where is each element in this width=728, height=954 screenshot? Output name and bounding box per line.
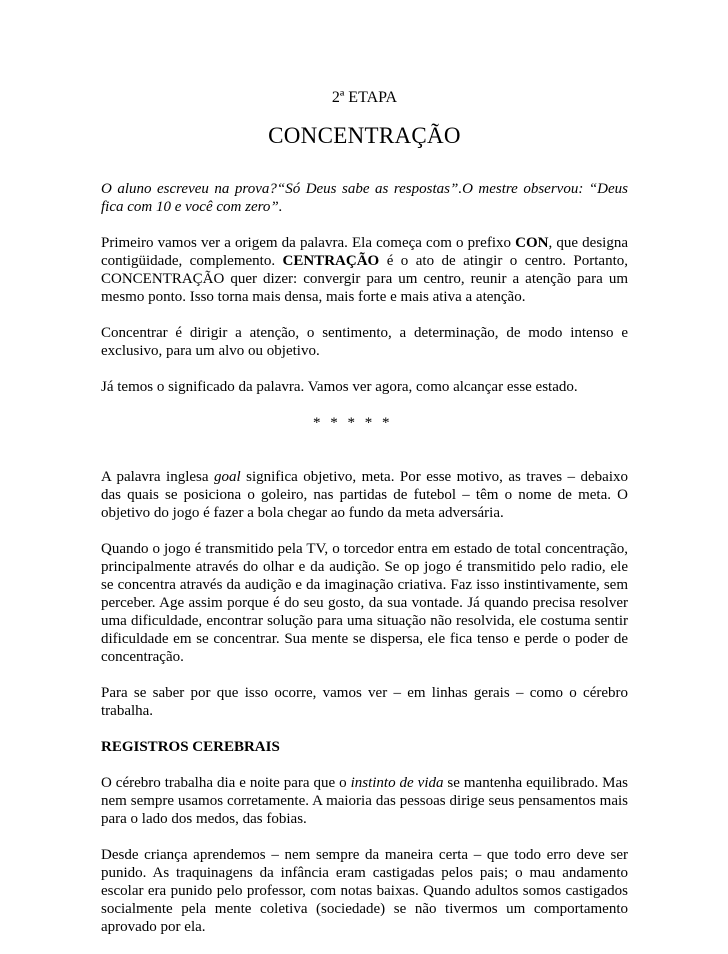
text-run: se mantenha equilibrado. Mas nem sempre usamos corretamente. A maioria das pessoas dirige seus pensamentos mais para o lado dos medos, das fobias. [101, 775, 628, 827]
paragraph-transition: Já temos o significado da palavra. Vamos ver agora, como alcançar esse estado. [101, 379, 578, 395]
paragraph-definition: Concentrar é dirigir a atenção, o sentimento, a determinação, de modo intenso e exclusivo, para um alvo ou objetivo. [101, 325, 628, 359]
bold-term-centracao: CENTRAÇÃO [282, 253, 380, 269]
paragraph-brain-intro: Para se saber por que isso ocorre, vamos ver – em linhas gerais – como o cérebro trabalha. [101, 685, 628, 719]
section-separator: * * * * * [313, 415, 390, 431]
italic-term-instinto: instinto de vida [350, 775, 444, 791]
text-run: , que designa contigüidade, complemento. [101, 235, 628, 269]
paragraph-instinct [101, 774, 628, 828]
document-body [101, 180, 628, 954]
paragraph-goal [101, 468, 628, 522]
paragraph-childhood: Desde criança aprendemos – nem sempre da maneira certa – que todo erro deve ser punido. As traquinagens da infância eram castigadas pelos pais; o mau andamento escolar era punido pelo professor, com notas baixas. Quando adultos somos castigados socialmente pela mente coletiva (sociedade) se não tivermos um comportamento aprovado por ela. [101, 847, 628, 935]
opening-anecdote: O aluno escreveu na prova?“Só Deus sabe as respostas”.O mestre observou: “Deus fica com 10 e você com zero”. [101, 181, 628, 215]
text-run: é o ato de atingir o centro. Portanto, CONCENTRAÇÃO quer dizer: convergir para um centro, reunir a atenção para um mesmo ponto. Isso torna mais densa, mais forte e mais ativa a atenção. [101, 253, 629, 305]
italic-term-goal: goal [213, 469, 241, 485]
text-run: Primeiro vamos ver a origem da palavra. Ela começa com o prefixo [101, 235, 516, 251]
paragraph-football-example: Quando o jogo é transmitido pela TV, o torcedor entra em estado de total concentração, principalmente através do olhar e da audição. Se op jogo é transmitido pelo radio, ele se concentra através da audição e da imaginação criativa. Faz isso instintivamente, sem perceber. Age assim porque é do seu gosto, da sua vontade. Já quando precisa resolver uma dificuldade, encontrar solução para uma situação não resolvida, ele costuma sentir dificuldade em se concentrar. Sua mente se dispersa, ele fica tenso e perde o poder de concentração. [101, 541, 628, 665]
text-run: significa objetivo, meta. Por esse motivo, as traves – debaixo das quais se posiciona o goleiro, nas partidas de futebol – têm o nome de meta. O objetivo do jogo é fazer a bola chegar ao fundo da meta adversária. [101, 469, 628, 521]
text-run: O cérebro trabalha dia e noite para que o [101, 775, 351, 791]
section-heading: REGISTROS CEREBRAIS [101, 739, 280, 755]
page-title: CONCENTRAÇÃO [268, 123, 461, 148]
bold-term-con: CON [515, 235, 549, 251]
text-run: A palavra inglesa [101, 469, 214, 485]
stage-label: 2ª ETAPA [331, 89, 398, 106]
paragraph-word-origin [101, 234, 628, 306]
